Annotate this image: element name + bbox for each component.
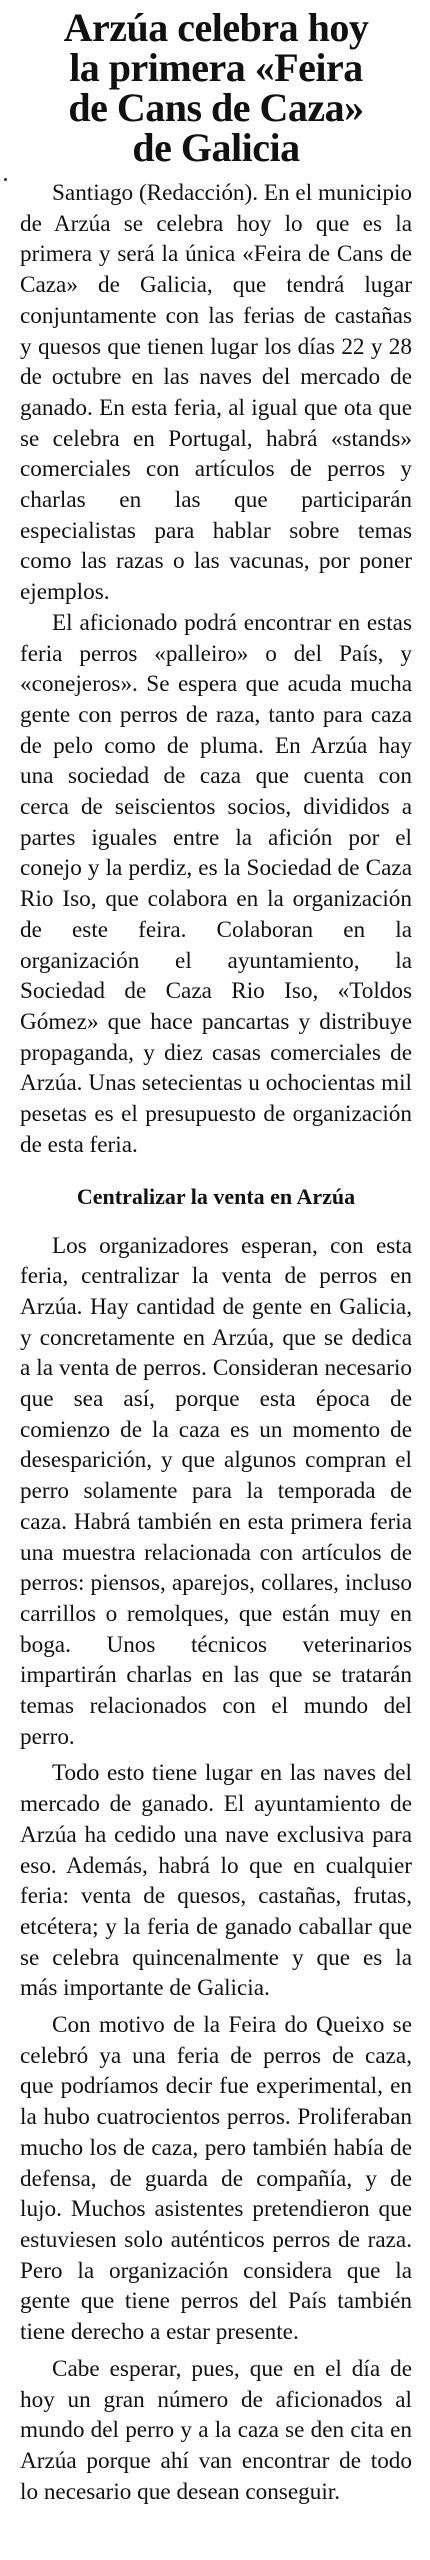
paragraph-1-text: En el municipio de Arzúa se celebra hoy lo que es la primera y será la única «Feira de Cans de Caza» de Galicia, que tendrá lugar conjuntamente con las ferias de castañas y quesos que tienen lugar los días 22 y 28 de octubre en las naves del mercado de ganado. En esta feria, al igual que ota que se celebra en Portugal, habrá «stands» comerciales con artículos de perros y charlas en las que participarán especialistas para hablar sobre temas como las razas o las vacunas, por poner ejemplos. <box>20 180 412 606</box>
paragraph-3: Los organizadores esperan, con esta feria, centralizar la venta de perros en Arzúa. Hay cantidad de gente en Galicia, y concretamente en Arzúa, que se dedica a la venta de perros. Consideran necesario que sea así, porque esta época de comienzo de la caza es un momento de desesparición, y que algunos compran el perro solamente para la temporada de caza. Habrá también en esta primera feria una muestra relacionada con artículos de perros: piensos, aparejos, collares, incluso carrillos o remolques, que están muy en boga. Unos técnicos veterinarios impartirán charlas en las que se tratarán temas relacionados con el mundo del perro. <box>20 1232 412 1750</box>
headline-line-4: de Galicia <box>132 125 300 170</box>
paragraph-5: Con motivo de la Feira do Queixo se celebró ya una feria de perros de caza, que podríamos decir fue experimental, en la hubo cuatrocientos perros. Proliferaban mucho los de caza, pero también había de defensa, de guarda de compañía, y de lujo. Muchos asistentes pretendieron que estuviesen solo auténticos perros de raza. Pero la organización considera que la gente que tiene perros del País también tiene derecho a estar presente. <box>20 2012 412 2346</box>
paragraph-1 <box>20 178 412 608</box>
paragraph-2: El aficionado podrá encontrar en estas feria perros «palleiro» o del País, y «conejeros». Se espera que acuda mucha gente con perros de raza, tanto para caza de pelo como de pluma. En Arzúa hay una sociedad de caza que cuenta con cerca de seiscientos socios, divididos a partes iguales entre la afición por el conejo y la perdiz, es la Sociedad de Caza Rio Iso, que colabora en la organización de este feira. Colaboran en la organización el ayuntamiento, la Sociedad de Caza Rio Iso, «Toldos Gómez» que hace pancartas y distribuye propaganda, y diez casas comerciales de Arzúa. Unas setecientas u ochocientas mil pesetas es el presupuesto de organización de esta feria. <box>20 609 412 1158</box>
headline-line-3: de Cans de Caza» <box>68 85 364 130</box>
article-body <box>20 178 412 2507</box>
paragraph-4: Todo esto tiene lugar en las naves del mercado de ganado. El ayuntamiento de Arzúa ha cedido una nave exclusiva para eso. Además, habrá lo que en cualquier feria: venta de quesos, castañas, frutas, etcétera; y la feria de ganado caballar que se celebra quincenalmente y que es la más importante de Galicia. <box>20 1760 412 2002</box>
print-speck <box>4 178 7 181</box>
headline-line-2: la primera «Feira <box>69 45 363 90</box>
dateline: Santiago (Redacción). <box>52 180 259 206</box>
paragraph-6: Cabe esperar, pues, que en el día de hoy un gran número de aficionados al mundo del perro y a la caza se den cita en Arzúa porque ahí van encontrar de todo lo necesario que desean conseguir. <box>20 2355 412 2505</box>
headline-line-1: Arzúa celebra hoy <box>63 5 369 50</box>
article-headline <box>20 5 412 170</box>
section-subhead: Centralizar la venta en Arzúa <box>76 1183 356 1209</box>
